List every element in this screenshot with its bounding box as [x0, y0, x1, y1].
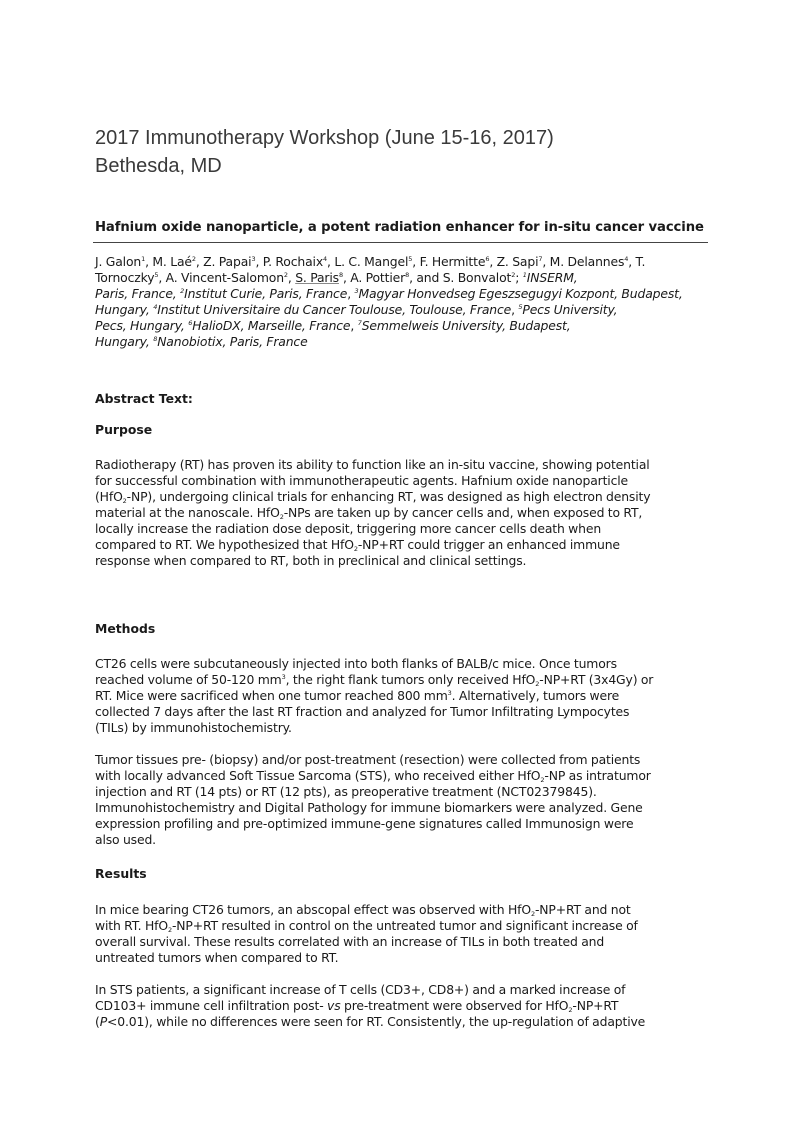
text-line: (HfO$_2$-NP), undergoing clinical trials for enhancing RT, was designed as high electron density [95, 489, 651, 505]
text-line: CD103+ immune cell infiltration post- vs pre-treatment were observed for HfO$_2$-NP+RT [95, 998, 619, 1014]
author: M. Laé$^2$ [152, 254, 196, 269]
text-line: untreated tumors when compared to RT. [95, 950, 339, 965]
text-line: (TILs) by immunohistochemistry. [95, 720, 292, 735]
text-line: reached volume of 50-120 $mm^3$, the right flank tumors only received HfO$_2$-NP+RT (3x4Gy) or [95, 672, 654, 688]
author: S. Paris$^8$ [295, 270, 343, 285]
author: L. C. Mangel$^5$ [334, 254, 413, 269]
results-heading: Results [95, 866, 147, 881]
author: A. Vincent-Salomon$^2$ [165, 270, 288, 285]
affiliation: $^6$HalioDX, Marseille, France [188, 318, 351, 333]
methods-heading: Methods [95, 621, 156, 636]
affiliation: $^2$Institut Curie, Paris, France [180, 286, 348, 301]
author: P. Rochaix$^4$ [262, 254, 328, 269]
text-line: with RT. HfO$_2$-NP+RT resulted in control on the untreated tumor and significant increase of [95, 918, 638, 934]
author: M. Delannes$^4$ [549, 254, 629, 269]
text-line: with locally advanced Soft Tissue Sarcoma (STS), who received either HfO$_2$-NP as intratumor [95, 768, 651, 784]
text-line: compared to RT. We hypothesized that HfO$_2$-NP+RT could trigger an enhanced immune [95, 537, 620, 553]
text-line: Radiotherapy (RT) has proven its ability to function like an in-situ vaccine, showing potential [95, 457, 650, 472]
text-line: RT. Mice were sacrificed when one tumor reached 800 $mm^3$. Alternatively, tumors were [95, 688, 620, 703]
text-line: response when compared to RT, both in preclinical and clinical settings. [95, 553, 527, 568]
methods-paragraph-2 [95, 752, 707, 848]
text-line: for successful combination with immunotherapeutic agents. Hafnium oxide nanoparticle [95, 473, 629, 488]
results-paragraph-1 [95, 902, 707, 966]
author: A. Pottier$^8$ [350, 270, 410, 285]
text-line: material at the nanoscale. HfO$_2$-NPs are taken up by cancer cells and, when exposed to RT, [95, 505, 643, 521]
presenting-author: S. Paris [295, 270, 339, 285]
author: S. Bonvalot$^2$ [442, 270, 516, 285]
abstract-title: Hafnium oxide nanoparticle, a potent radiation enhancer for in-situ cancer vaccine [95, 220, 704, 235]
author-list: J. Galon$^1$, M. Laé$^2$, Z. Papai$^3$, P. Rochaix$^4$, L. C. Mangel$^5$, F. Hermitte$^6$, Z. Sapi$^7$, M. Delannes$^4$, T. Tornoczky$^5$, A. Vincent-Salomon$^2$, S. Paris$^8$, A. Pottier$^8$, and S. Bonvalot$^2$; $^1$INSERM, Paris, France, $^2$Institut Curie, Paris, France, $^3$Magyar Honvedseg Egeszsegugyi Kozpont, Budapest, Hungary, $^4$Institut Universitaire du Cancer Toulouse, Toulouse, France, $^5$Pecs University, Pecs, Hungary, $^6$HalioDX, Marseille, France, $^7$Semmelweis University, Budapest, Hungary, $^8$Nanobiotix, Paris, France [95, 254, 683, 349]
affiliation: $^8$Nanobiotix, Paris, France [153, 334, 308, 349]
text-line: overall survival. These results correlated with an increase of TILs in both treated and [95, 934, 605, 949]
text-line: (P<0.01), while no differences were seen for RT. Consistently, the up-regulation of adaptive [95, 1014, 646, 1029]
text-line: also used. [95, 832, 156, 847]
abstract-text-label: Abstract Text: [95, 391, 193, 406]
purpose-heading: Purpose [95, 422, 153, 437]
author: Z. Papai$^3$ [203, 254, 256, 269]
workshop-title: 2017 Immunotherapy Workshop (June 15-16, 2017) [95, 127, 554, 149]
text-line: injection and RT (14 pts) or RT (12 pts), as preoperative treatment (NCT02379845). [95, 784, 597, 799]
text-line: In mice bearing CT26 tumors, an abscopal effect was observed with HfO$_2$-NP+RT and not [95, 902, 631, 918]
author: J. Galon$^1$ [95, 254, 146, 269]
title-divider [93, 242, 708, 243]
text-line: CT26 cells were subcutaneously injected into both flanks of BALB/c mice. Once tumors [95, 656, 617, 671]
workshop-location: Bethesda, MD [95, 155, 222, 177]
text-line: Immunohistochemistry and Digital Pathology for immune biomarkers were analyzed. Gene [95, 800, 643, 815]
author: F. Hermitte$^6$ [419, 254, 490, 269]
author: Z. Sapi$^7$ [496, 254, 543, 269]
methods-paragraph-1 [95, 656, 707, 736]
results-paragraph-2 [95, 982, 707, 1030]
workshop-header [95, 124, 554, 180]
purpose-paragraph [95, 457, 707, 569]
text-line: collected 7 days after the last RT fraction and analyzed for Tumor Infiltrating Lympocytes [95, 704, 630, 719]
text-line: expression profiling and pre-optimized immune-gene signatures called Immunosign were [95, 816, 634, 831]
text-line: In STS patients, a significant increase of T cells (CD3+, CD8+) and a marked increase of [95, 982, 626, 997]
affiliation: $^4$Institut Universitaire du Cancer Toulouse, Toulouse, France [153, 302, 512, 317]
text-line: locally increase the radiation dose deposit, triggering more cancer cells death when [95, 521, 602, 536]
text-line: Tumor tissues pre- (biopsy) and/or post-treatment (resection) were collected from patients [95, 752, 641, 767]
